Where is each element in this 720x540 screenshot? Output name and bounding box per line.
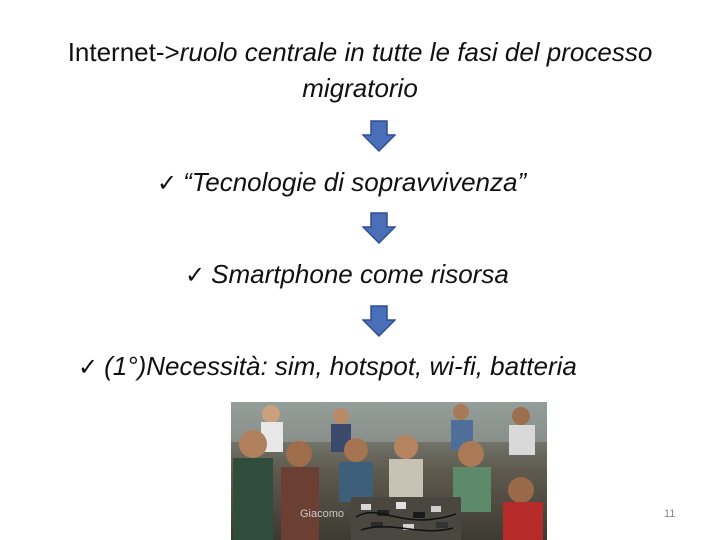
bullet-item-smartphone	[185, 258, 509, 292]
down-arrow-icon	[362, 212, 396, 244]
footer-author: Giacomo	[300, 508, 345, 520]
photo-illustration	[231, 402, 547, 540]
down-arrow-icon	[362, 305, 396, 337]
checkmark-icon: ✓	[78, 354, 99, 381]
title-italic: ruolo centrale in tutte le fasi del processo migratorio	[179, 37, 653, 103]
migrants-charging-phones-photo	[231, 402, 547, 540]
bullet-item-survival-tech	[157, 166, 526, 200]
title-prefix: Internet->	[67, 37, 180, 67]
bullet-text: (1°)Necessità: sim, hotspot, wi-fi, batteria	[104, 351, 577, 381]
slide-title	[60, 34, 660, 106]
down-arrow-icon	[362, 120, 396, 152]
checkmark-icon: ✓	[157, 170, 178, 197]
page-number: 11	[664, 508, 676, 520]
bullet-item-necessities	[78, 350, 577, 384]
checkmark-icon: ✓	[185, 262, 206, 289]
bullet-text: “Tecnologie di sopravvivenza”	[183, 167, 527, 197]
bullet-text: Smartphone come risorsa	[211, 259, 509, 289]
